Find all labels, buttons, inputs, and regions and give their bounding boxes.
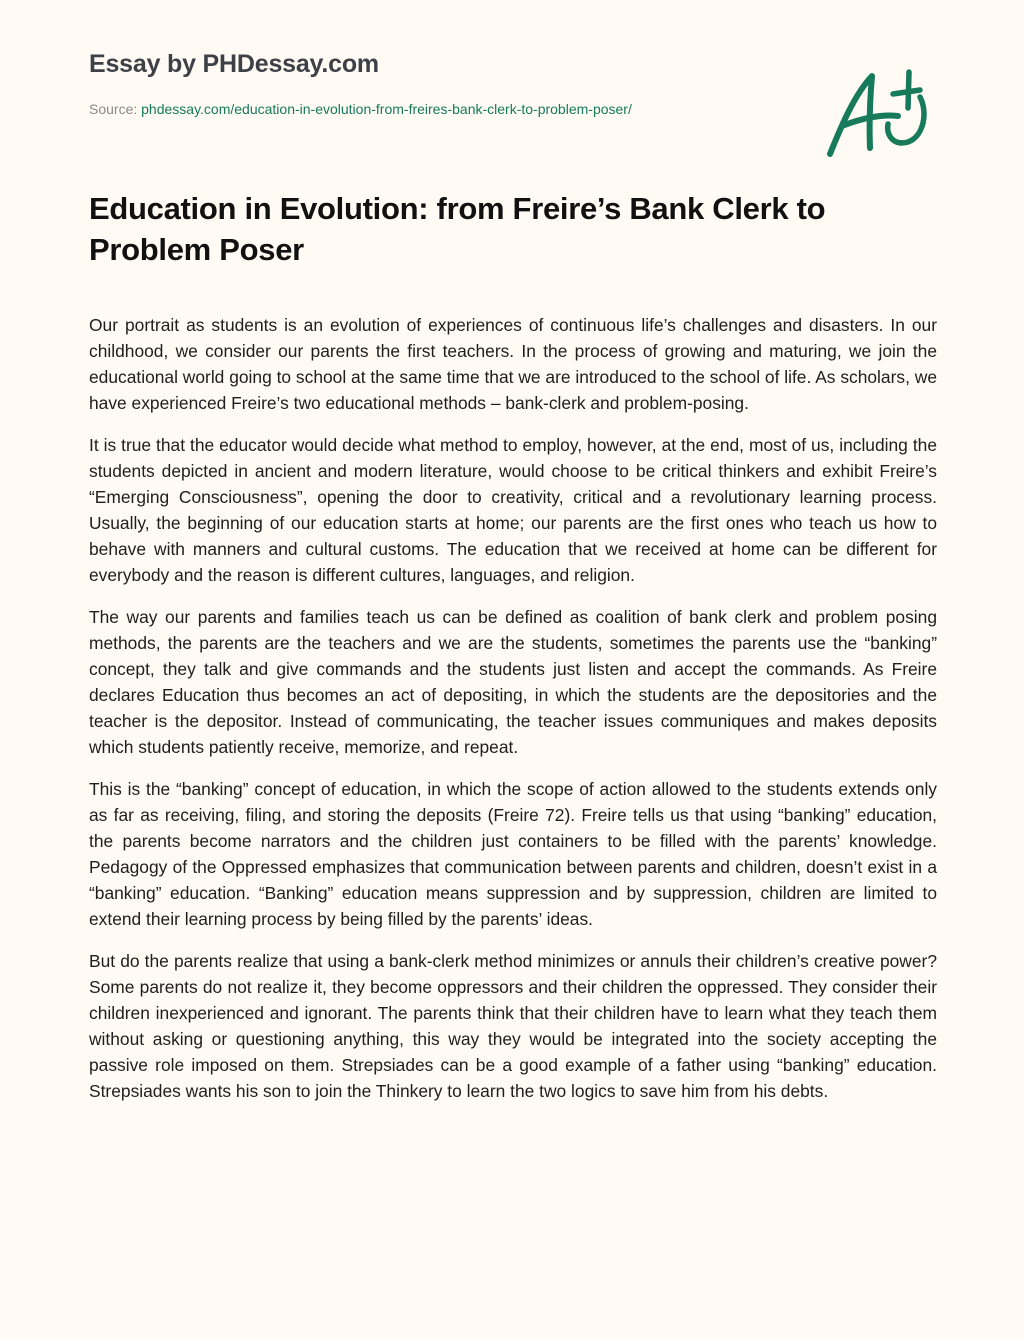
site-brand: Essay by PHDessay.com	[89, 50, 379, 78]
essay-paragraph: But do the parents realize that using a bank-clerk method minimizes or annuls their children’s creative power? Some parents do not realize it, they become oppressors and their children the oppressed. They consider their children inexperienced and ignorant. The parents think that their children have to learn what they teach them without asking or questioning anything, this way they would be integrated into the society accepting the passive role imposed on them. Strepsiades can be a good example of a father using “banking” education. Strepsiades wants his son to join the Thinkery to learn the two logics to save him from his debts.	[89, 951, 937, 1101]
source-label: Source:	[89, 101, 138, 117]
essay-paragraph: It is true that the educator would decide what method to employ, however, at the end, most of us, including the students depicted in ancient and modern literature, would choose to be critical thinkers and exhibit Freire’s “Emerging Consciousness”, opening the door to creativity, critical and a revolutionary learning process. Usually, the beginning of our education starts at home; our parents are the first ones who teach us how to behave with manners and cultural customs. The education that we received at home can be different for everybody and the reason is different cultures, languages, and religion.	[89, 435, 937, 585]
source-link[interactable]: phdessay.com/education-in-evolution-from-freires-bank-clerk-to-problem-poser/	[141, 101, 632, 117]
essay-paragraph: Our portrait as students is an evolution of experiences of continuous life’s challenges and disasters. In our childhood, we consider our parents the first teachers. In the process of growing and maturing, we join the educational world going to school at the same time that we are introduced to the school of life. As scholars, we have experienced Freire’s two educational methods – bank-clerk and problem-posing.	[89, 315, 937, 413]
essay-body	[89, 312, 937, 1120]
source-line	[89, 101, 632, 117]
essay-paragraph: The way our parents and families teach us can be defined as coalition of bank clerk and problem posing methods, the parents are the teachers and we are the students, sometimes the parents use the “banking” concept, they talk and give commands and the students just listen and accept the commands. As Freire declares Education thus becomes an act of depositing, in which the students are the depositories and the teacher is the depositor. Instead of communicating, the teacher issues communiques and makes deposits which students patiently receive, memorize, and repeat.	[89, 607, 937, 757]
essay-title: Education in Evolution: from Freire’s Bank Clerk to Problem Poser	[89, 191, 826, 267]
essay-paragraph: This is the “banking” concept of education, in which the scope of action allowed to the students extends only as far as receiving, filing, and storing the deposits (Freire 72). Freire tells us that using “banking” education, the parents become narrators and the children just containers to be filled with the parents’ knowledge. Pedagogy of the Oppressed emphasizes that communication between parents and children, doesn’t exist in a “banking” education. “Banking” education means suppression and by suppression, children are limited to extend their learning process by being filled by the parents’ ideas.	[89, 779, 937, 929]
a-plus-grade-icon	[820, 64, 932, 164]
